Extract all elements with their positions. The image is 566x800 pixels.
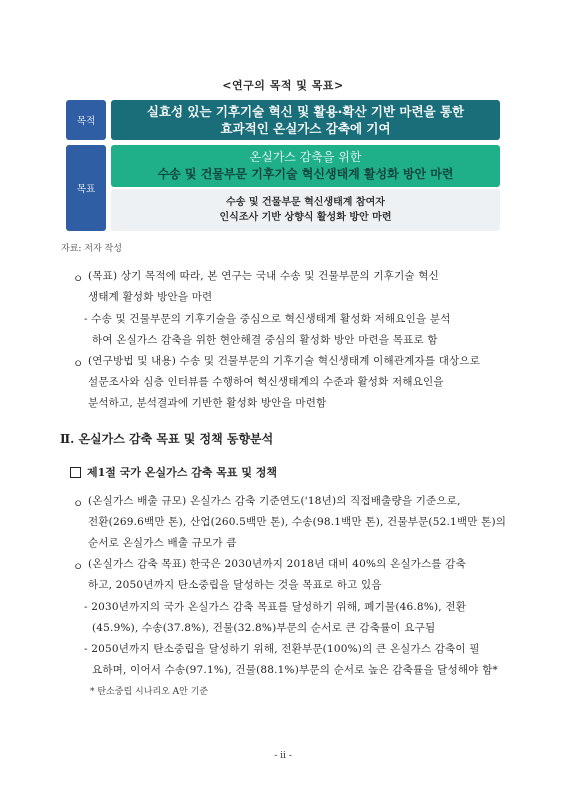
footnote: * 탄소중립 시나리오 A안 기준 [90,687,209,697]
paragraph-line: - 2030년까지의 국가 온실가스 감축 목표를 달성하기 위해, 폐기물(46.8%), 전환 [84,601,467,613]
paragraph-line: 분석하고, 분석결과에 기반한 활성화 방안을 마련함 [88,397,327,409]
sub-goal-line-1: 수송 및 건물부문 혁신생태계 참여자 [226,197,385,208]
paragraph-line: 하고, 2050년까지 탄소중립을 달성하는 것을 목표로 하고 있음 [88,579,382,591]
paragraph-line: 설문조사와 심층 인터뷰를 수행하여 혁신생태계의 수준과 활성화 저해요인을 [88,376,444,388]
paragraph-line: (온실가스 감축 목표) 한국은 2030년까지 2018년 대비 40%의 온실가스를 감축 [88,558,466,570]
paragraph-line: 하여 온실가스 감축을 위한 현안해결 중심의 활성화 방안 마련을 목표로 함 [92,334,438,346]
goal-line-2: 수송 및 건물부문 기후기술 혁신생태계 활성화 방안 마련 [157,167,454,181]
bullet-marker: ㅇ [73,273,84,285]
sub-goal-line-2: 인식조사 기반 상향식 활성화 방안 마련 [219,212,392,223]
bullet-marker: ㅇ [73,498,84,510]
purpose-line-2: 효과적인 온실가스 감축에 기여 [220,121,391,136]
paragraph-line: 요하며, 이어서 수송(97.1%), 건물(88.1%)부문의 순서로 높은 감축률을 달성해야 함* [92,664,498,676]
paragraph-line: - 수송 및 건물부문의 기후기술을 중심으로 혁신생태계 활성화 저해요인을 분석 [84,313,451,325]
purpose-box [111,100,500,140]
bullet-marker: ㅇ [73,561,84,573]
paragraph-line: - 2050년까지 탄소중립을 달성하기 위해, 전환부문(100%)의 큰 온실가스 감축이 필 [84,643,480,655]
paragraph-line: (온실가스 배출 규모) 온실가스 감축 기준연도('18년)의 직접배출량을 기준으로, [88,495,461,507]
paragraph-line: (연구방법 및 내용) 수송 및 건물부문의 기후기술 혁신생태계 이해관계자를 대상으로 [88,355,481,367]
goal-line-1: 온실가스 감축을 위한 [249,150,362,164]
section-title: Ⅱ. 온실가스 감축 목표 및 정책 동향분석 [60,432,274,446]
goal-label: 목표 [66,145,106,231]
research-purpose-diagram [66,100,500,232]
subsection-title [70,464,277,480]
paragraph-line: (목표) 상기 목적에 따라, 본 연구는 국내 수송 및 건물부문의 기후기술 혁신 [88,270,439,282]
page-number: - ii - [274,751,292,761]
figure-title: <연구의 목적 및 목표> [222,79,344,92]
bullet-marker: ㅇ [73,358,84,370]
figure-source: 자료: 저자 작성 [61,244,122,254]
paragraph-line: 순서로 온실가스 배출 규모가 큼 [88,537,237,549]
subsection-label: 제1절 국가 온실가스 감축 목표 및 정책 [87,466,278,479]
purpose-label: 목적 [66,100,106,140]
purpose-line-1: 실효성 있는 기후기술 혁신 및 활용·확산 기반 마련을 통한 [146,104,465,119]
paragraph-line: 생태계 활성화 방안을 마련 [88,291,213,303]
paragraph-line: (45.9%), 수송(37.8%), 건물(32.8%)부문의 순서로 큰 감축률이 요구됨 [92,622,436,634]
paragraph-line: 전환(269.6백만 톤), 산업(260.5백만 톤), 수송(98.1백만 톤), 건물부문(52.1백만 톤)의 [88,516,507,528]
goal-box [111,145,500,187]
sub-goal-box [111,189,500,231]
checkbox-icon [70,467,81,478]
